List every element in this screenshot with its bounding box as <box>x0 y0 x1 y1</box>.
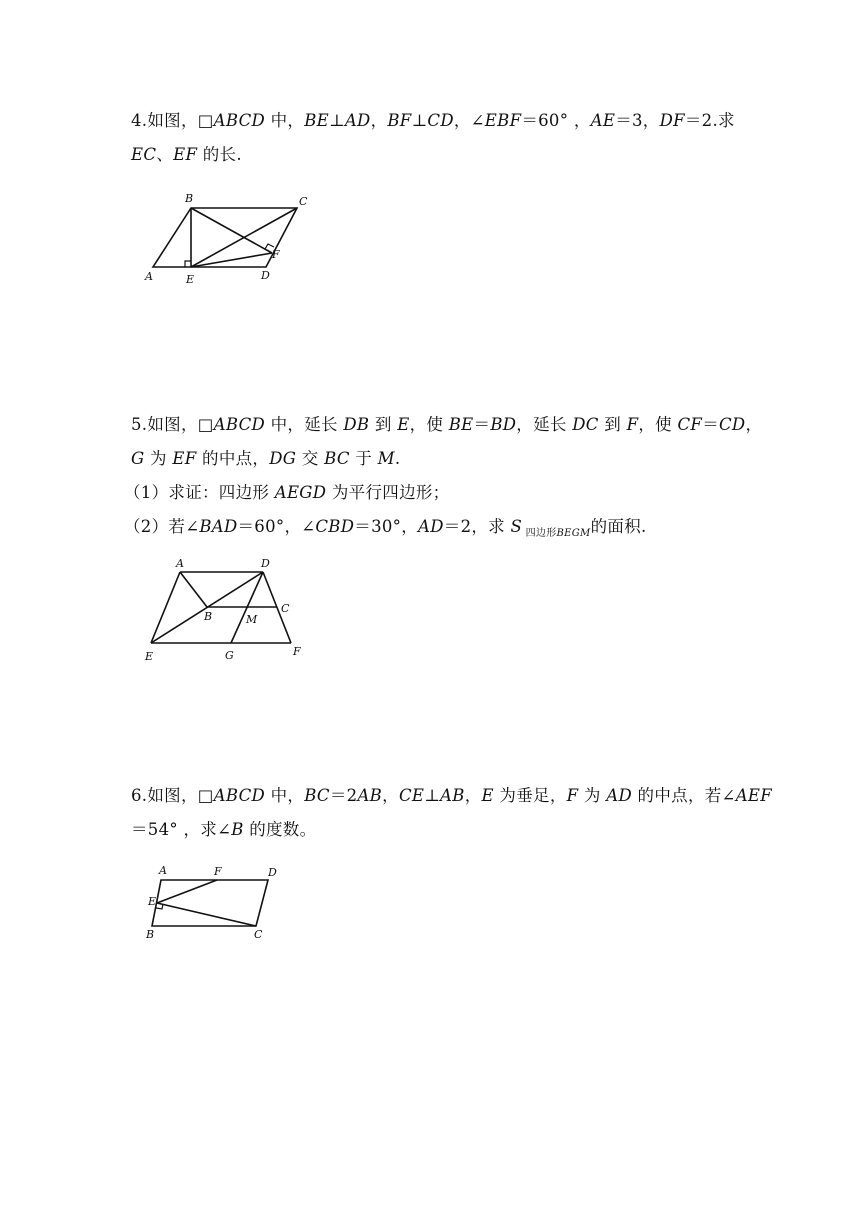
problem-5-figure <box>140 555 320 670</box>
text-run: BAD <box>199 517 238 536</box>
label-b: B <box>185 192 194 205</box>
text-run: ＝3， <box>615 111 660 130</box>
text-run: . <box>394 449 401 468</box>
problem-4-figure <box>140 190 320 290</box>
text-run: ，使 <box>638 415 678 434</box>
text-run: 交 <box>296 449 325 468</box>
text-run: BC <box>304 786 330 805</box>
text-run: ， <box>370 111 388 130</box>
label-g: G <box>225 649 234 662</box>
label-c: C <box>299 195 308 208</box>
segment-ef <box>157 880 217 903</box>
text-run: 的中点， <box>196 449 270 468</box>
text-run: G <box>131 449 145 468</box>
text-run: 为 <box>578 786 607 805</box>
text-run: ＝60° ， <box>521 111 591 130</box>
text-run: F <box>566 786 579 805</box>
label-e: E <box>148 895 157 908</box>
text-run: ， <box>382 786 399 805</box>
text-run: DC <box>572 415 599 434</box>
text-run: 四边形 <box>522 528 557 539</box>
text-run: ＝54° ，求∠ <box>131 820 232 839</box>
label-d: D <box>261 557 270 570</box>
problem-4-line-2 <box>131 144 751 166</box>
problem-5-line-1 <box>131 414 763 436</box>
text-run: AD <box>606 786 633 805</box>
text-run: ⊥ <box>411 111 428 130</box>
text-run: □ABCD <box>197 415 266 434</box>
label-m: M <box>246 613 258 626</box>
text-run: 的中点，若∠ <box>632 786 736 805</box>
segment-bf <box>191 208 272 253</box>
text-run: □ABCD <box>197 786 266 805</box>
text-run: AE <box>590 111 616 130</box>
label-c: C <box>254 928 263 941</box>
label-b: B <box>204 610 213 623</box>
text-run: ＝60°，∠ <box>237 517 316 536</box>
text-run: ＝ <box>702 415 719 434</box>
text-run: 为 <box>144 449 173 468</box>
text-run: ＝2 <box>329 786 358 805</box>
text-run: E <box>481 786 494 805</box>
text-run: BE <box>304 111 329 130</box>
text-run: 的长. <box>197 145 242 164</box>
label-f: F <box>272 248 280 261</box>
text-run: 5.如图， <box>131 415 198 434</box>
label-a: A <box>145 270 153 283</box>
problem-6-figure <box>140 860 290 950</box>
text-run: BF <box>387 111 412 130</box>
text-run: 到 <box>598 415 627 434</box>
text-run: 的面积. <box>590 517 647 536</box>
text-run: EF <box>172 449 197 468</box>
text-run: □ABCD <box>197 111 266 130</box>
text-run: ，∠ <box>453 111 485 130</box>
parallelogram-abcd <box>152 880 268 926</box>
text-run: 的度数。 <box>243 820 317 839</box>
right-angle-e <box>185 261 191 267</box>
problem-5-line-4 <box>124 516 744 541</box>
text-run: S <box>510 517 523 536</box>
text-run: EBF <box>484 111 522 130</box>
text-run: CE <box>398 786 425 805</box>
text-run: CF <box>677 415 703 434</box>
text-run: ⊥ <box>328 111 345 130</box>
text-run: 6.如图， <box>131 786 198 805</box>
text-run: CBD <box>315 517 355 536</box>
text-run: ， <box>464 786 482 805</box>
text-run: BE <box>448 415 474 434</box>
text-run: ＝2，求 <box>443 517 511 536</box>
text-run: M <box>377 449 395 468</box>
text-run: BEGM <box>556 528 591 539</box>
label-d: D <box>261 269 270 282</box>
text-run: 中，延长 <box>265 415 344 434</box>
text-run: ＝30°， <box>354 517 419 536</box>
label-f: F <box>214 865 222 878</box>
segment-ab <box>180 572 207 607</box>
text-run: 中， <box>265 786 305 805</box>
text-run: EC <box>131 145 157 164</box>
text-run: 为平行四边形； <box>326 483 450 502</box>
label-f: F <box>293 645 301 658</box>
text-run: CD <box>719 415 746 434</box>
problem-4-line-1 <box>131 110 751 132</box>
label-e: E <box>145 650 154 663</box>
text-run: 于 <box>349 449 378 468</box>
text-run: ，延长 <box>516 415 573 434</box>
label-a: A <box>176 557 184 570</box>
problem-5-line-2 <box>131 448 751 470</box>
segment-ae <box>151 572 180 643</box>
text-run: ， <box>745 415 763 434</box>
text-run: ＝ <box>473 415 491 434</box>
label-b: B <box>146 928 155 941</box>
label-c: C <box>281 602 290 615</box>
text-run: 到 <box>369 415 398 434</box>
text-run: ，使 <box>409 415 449 434</box>
text-run: AD <box>418 517 444 536</box>
text-run: AEF <box>735 786 772 805</box>
text-run: DB <box>343 415 370 434</box>
problem-5-line-3 <box>124 482 744 504</box>
text-run: 为垂足， <box>493 786 567 805</box>
text-run: 、 <box>156 145 174 164</box>
text-run: E <box>397 415 410 434</box>
problem-6-line-1 <box>131 785 772 807</box>
text-run: F <box>626 415 639 434</box>
text-run: 4.如图， <box>131 111 198 130</box>
text-run: DF <box>659 111 685 130</box>
label-a: A <box>159 864 167 877</box>
text-run: CD <box>427 111 454 130</box>
text-run: DG <box>269 449 297 468</box>
text-run: AD <box>344 111 371 130</box>
segment-ec <box>157 903 256 926</box>
text-run: （2）若∠ <box>124 517 200 536</box>
label-e: E <box>186 273 195 286</box>
text-run: BD <box>490 415 517 434</box>
text-run: ＝2.求 <box>684 111 735 130</box>
text-run: B <box>231 820 244 839</box>
text-run: EF <box>173 145 198 164</box>
label-d: D <box>268 866 277 879</box>
text-run: 中， <box>265 111 305 130</box>
text-run: AB <box>357 786 383 805</box>
text-run: BC <box>324 449 350 468</box>
text-run: （1）求证：四边形 <box>124 483 275 502</box>
problem-6-line-2 <box>131 819 751 841</box>
text-run: ⊥ <box>424 786 441 805</box>
text-run: AEGD <box>274 483 327 502</box>
text-run: AB <box>440 786 465 805</box>
